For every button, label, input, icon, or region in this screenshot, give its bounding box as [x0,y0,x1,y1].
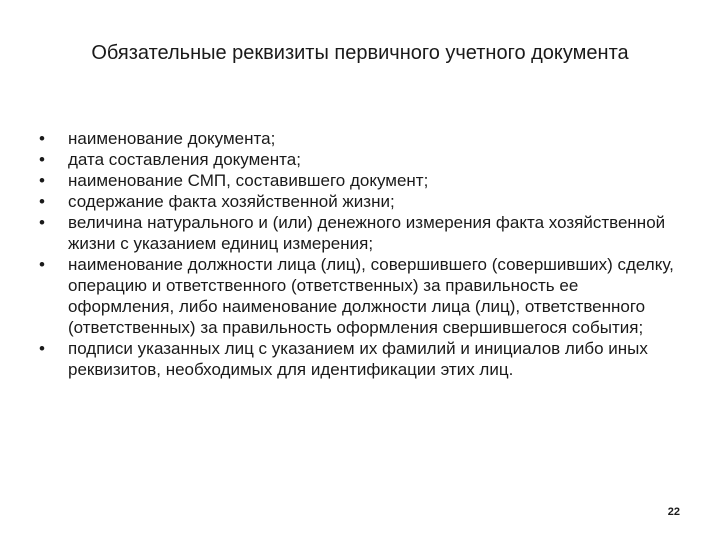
bullet-marker: • [39,213,45,232]
bullet-marker: • [39,339,45,358]
list-item-text: наименование СМП, составившего документ; [68,171,429,190]
list-item-text: наименование должности лица (лиц), совершившего (совершивших) сделку, операцию и ответственного (ответственных) за правильность ее оформления, либо наименование должности лица (лиц), ответственного (ответственных) за правильность оформления свершившегося события; [68,255,674,337]
bullet-list [36,128,676,380]
list-item [36,149,676,170]
bullet-marker: • [39,192,45,211]
list-item-text: величина натурального и (или) денежного измерения факта хозяйственной жизни с указанием единиц измерения; [68,213,666,253]
bullet-marker: • [39,171,45,190]
bullet-marker: • [39,255,45,274]
list-item [36,254,676,338]
bullet-marker: • [39,150,45,169]
list-item-text: наименование документа; [68,129,276,148]
page-number: 22 [667,506,680,518]
list-item [36,338,676,380]
list-item-text: дата составления документа; [68,150,301,169]
bullet-marker: • [39,129,45,148]
list-item-text: содержание факта хозяйственной жизни; [68,192,395,211]
slide-title: Обязательные реквизиты первичного учетного документа [91,42,629,64]
list-item [36,170,676,191]
list-item [36,128,676,149]
list-item-text: подписи указанных лиц с указанием их фамилий и инициалов либо иных реквизитов, необходимых для идентификации этих лиц. [68,339,648,379]
list-item [36,212,676,254]
list-item [36,191,676,212]
